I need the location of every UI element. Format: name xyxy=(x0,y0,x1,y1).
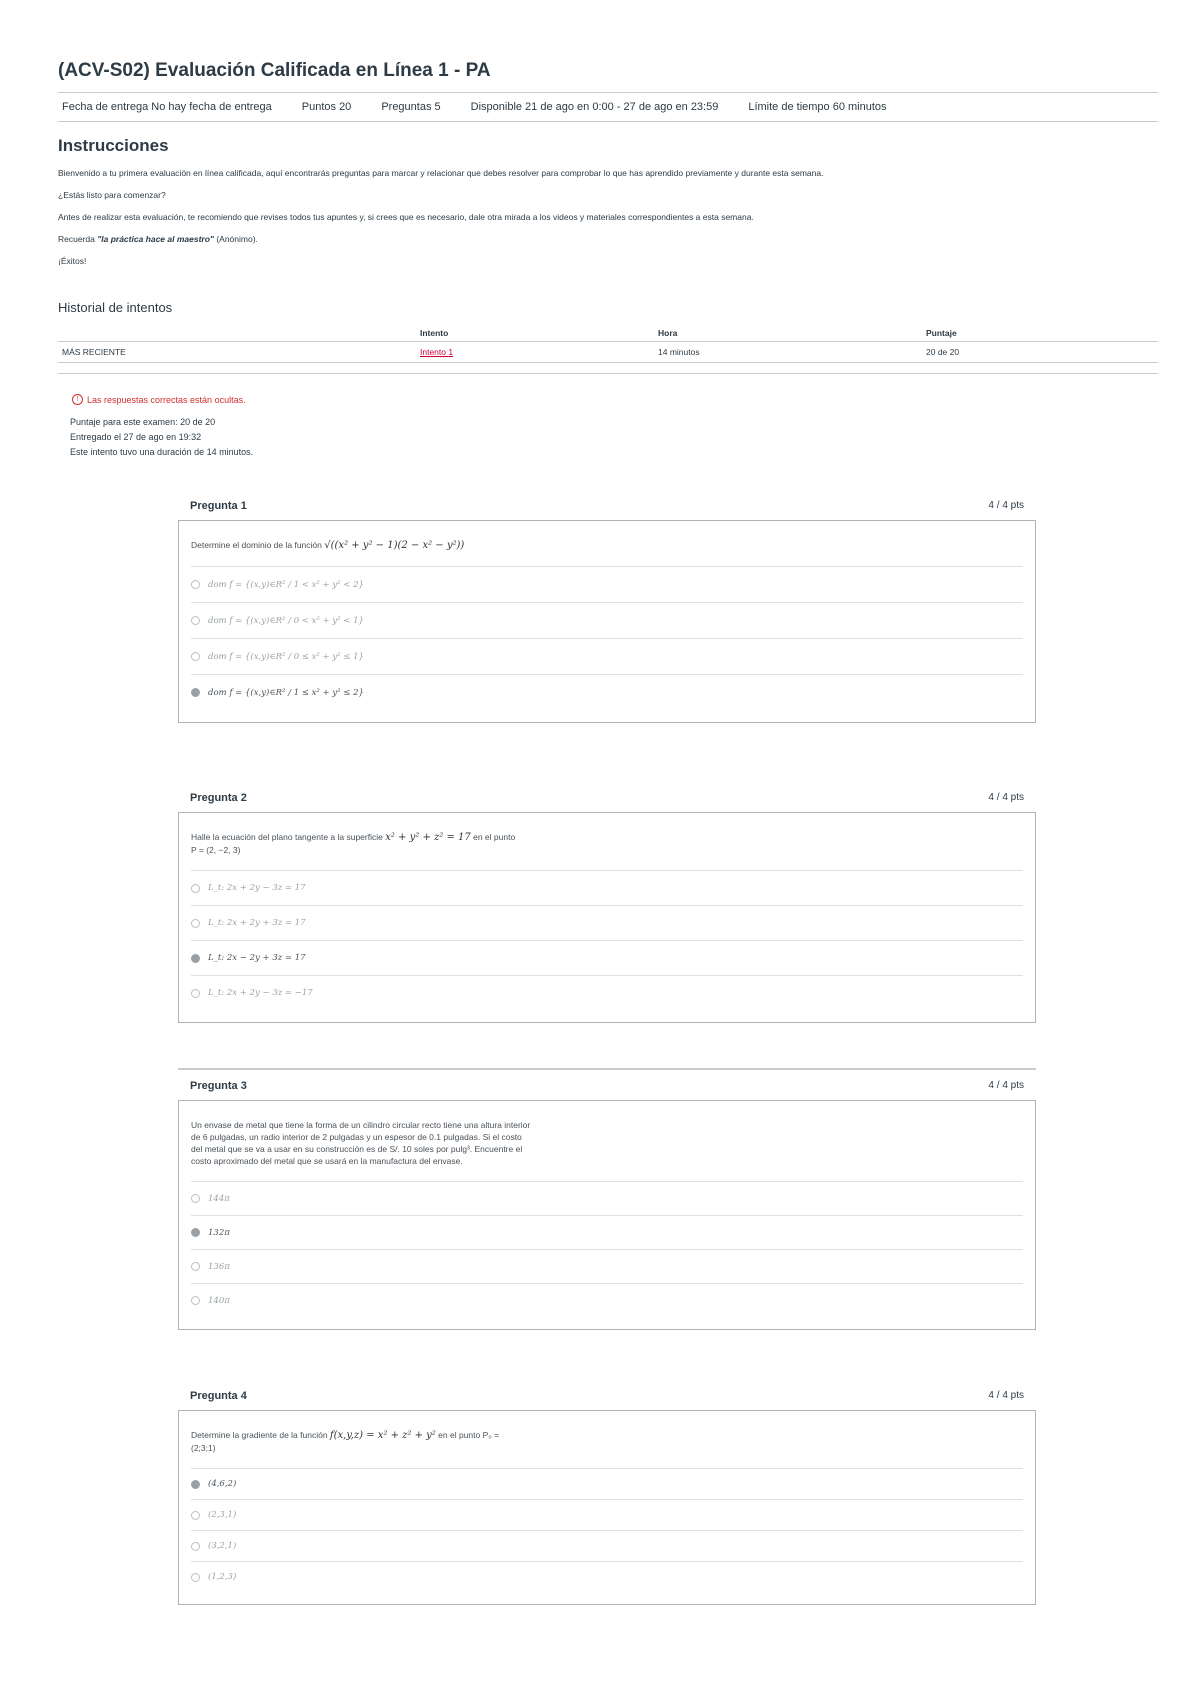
option-text: L_t: 2x + 2y + 3z = 17 xyxy=(208,918,306,928)
instructions-body xyxy=(58,168,1158,266)
instruction-p4 xyxy=(58,234,1158,244)
question-3 xyxy=(178,1068,1036,1330)
option-text: dom f = {(x,y)∈R² / 1 ≤ x² + y² ≤ 2} xyxy=(208,687,364,698)
option-text: 144π xyxy=(208,1193,230,1204)
option-text: (3,2,1) xyxy=(208,1541,237,1551)
option-text: 132π xyxy=(208,1227,230,1238)
answer-option-1[interactable] xyxy=(191,870,1023,905)
question-body xyxy=(178,1410,1036,1605)
question-text: Un envase de metal que tiene la forma de un cilindro circular recto tiene una altura interior de 6 pulgadas, un radio interior de 2 pulgadas y un espesor de 0.1 pulgadas. Si el costo del metal que se va a usar en su construcción es de S/. 10 soles por pulg³. Encuentre el costo aproximado del metal que se usará en la manufactura del envase. xyxy=(191,1120,531,1166)
question-points: 4 / 4 pts xyxy=(988,792,1024,803)
option-text: (1,2,3) xyxy=(208,1572,237,1582)
quiz-meta xyxy=(58,93,1158,121)
radio-selected-icon[interactable] xyxy=(191,1480,200,1489)
col-blank xyxy=(58,325,416,342)
answer-option-3[interactable] xyxy=(191,1249,1023,1283)
radio-icon[interactable] xyxy=(191,884,200,893)
answer-option-4[interactable] xyxy=(191,975,1023,1010)
hidden-answers-note xyxy=(72,394,1158,405)
question-formula: √((x² + y² − 1)(2 − x² − y²)) xyxy=(324,540,465,551)
instruction-p4-prefix: Recuerda xyxy=(58,234,98,244)
answer-option-4[interactable] xyxy=(191,1283,1023,1317)
answer-option-1-selected[interactable] xyxy=(191,1468,1023,1499)
question-text-main: Determine el dominio de la función xyxy=(191,540,325,550)
meta-questions: Preguntas 5 xyxy=(381,101,441,113)
col-score: Puntaje xyxy=(922,325,1158,342)
col-time: Hora xyxy=(654,325,922,342)
instruction-quote: "la práctica hace al maestro" xyxy=(97,234,214,244)
instruction-p4-suffix: (Anónimo). xyxy=(213,234,258,244)
meta-available: Disponible 21 de ago en 0:00 - 27 de ago en 23:59 xyxy=(470,101,719,113)
option-text: L_t: 2x − 2y + 3z = 17 xyxy=(208,953,306,963)
page-content xyxy=(58,60,1158,460)
question-body xyxy=(178,1100,1036,1330)
table-row xyxy=(58,342,1158,363)
option-text: dom f = {(x,y)∈R² / 0 ≤ x² + y² ≤ 1} xyxy=(208,651,364,662)
question-header xyxy=(178,1080,1036,1100)
question-1 xyxy=(178,500,1036,723)
answer-option-2[interactable] xyxy=(191,602,1023,638)
answer-option-4-selected[interactable] xyxy=(191,674,1023,710)
radio-icon[interactable] xyxy=(191,919,200,928)
question-header xyxy=(178,792,1036,812)
question-title: Pregunta 4 xyxy=(190,1390,247,1402)
option-text: 140π xyxy=(208,1295,230,1306)
radio-icon[interactable] xyxy=(191,652,200,661)
question-text xyxy=(191,1425,521,1468)
option-text: L_t: 2x + 2y − 3z = −17 xyxy=(208,988,313,998)
summary-duration: Este intento tuvo una duración de 14 minutos. xyxy=(70,447,254,457)
option-text: (2,3,1) xyxy=(208,1510,237,1520)
question-formula: x² + y² + z² = 17 xyxy=(385,832,471,843)
question-text-main: Determine la gradiente de la función xyxy=(191,1430,330,1440)
radio-selected-icon[interactable] xyxy=(191,688,200,697)
question-body xyxy=(178,812,1036,1023)
instructions-heading: Instrucciones xyxy=(58,136,169,155)
answer-option-3[interactable] xyxy=(191,638,1023,674)
question-title: Pregunta 3 xyxy=(190,1080,247,1092)
question-points: 4 / 4 pts xyxy=(988,1390,1024,1401)
meta-due: Fecha de entrega No hay fecha de entrega xyxy=(62,101,272,113)
question-text-tail: en el punto P = (2, −2, 3) xyxy=(191,832,516,855)
radio-icon[interactable] xyxy=(191,1573,200,1582)
answer-option-2-selected[interactable] xyxy=(191,1215,1023,1249)
question-body xyxy=(178,520,1036,723)
question-header xyxy=(178,500,1036,520)
attempt-history-table xyxy=(58,325,1158,363)
radio-icon[interactable] xyxy=(191,1194,200,1203)
summary-score: Puntaje para este examen: 20 de 20 xyxy=(70,417,216,427)
info-icon: ! xyxy=(72,394,83,405)
attempt-link[interactable]: Intento 1 xyxy=(420,347,454,357)
instruction-p1: Bienvenido a tu primera evaluación en línea calificada, aquí encontrarás preguntas para marcar y relacionar que debes resolver para comprobar lo que has aprendido previamente y durante esta semana. xyxy=(58,168,824,178)
row-score: 20 de 20 xyxy=(922,342,1158,363)
instruction-p5: ¡Éxitos! xyxy=(58,256,87,266)
option-text: dom f = {(x,y)∈R² / 0 < x² + y² < 1} xyxy=(208,615,364,626)
question-text-tail: en el punto P₀ = (2;3;1) xyxy=(191,1430,500,1453)
score-summary xyxy=(70,415,1158,460)
radio-icon[interactable] xyxy=(191,616,200,625)
meta-time-limit: Límite de tiempo 60 minutos xyxy=(748,101,887,113)
instruction-p3: Antes de realizar esta evaluación, te recomiendo que revises todos tus apuntes y, si crees que es necesario, dale otra mirada a los videos y materiales correspondientes a esta semana. xyxy=(58,212,754,222)
radio-icon[interactable] xyxy=(191,1296,200,1305)
answer-option-3-selected[interactable] xyxy=(191,940,1023,975)
answer-option-2[interactable] xyxy=(191,905,1023,940)
table-header-row xyxy=(58,325,1158,342)
question-4 xyxy=(178,1390,1036,1605)
option-text: 136π xyxy=(208,1261,230,1272)
hidden-answers-text: Las respuestas correctas están ocultas. xyxy=(87,394,246,405)
question-title: Pregunta 2 xyxy=(190,792,247,804)
question-points: 4 / 4 pts xyxy=(988,1080,1024,1091)
answer-option-3[interactable] xyxy=(191,1530,1023,1561)
history-heading: Historial de intentos xyxy=(58,300,173,315)
radio-icon[interactable] xyxy=(191,580,200,589)
instruction-p2: ¿Estás listo para comenzar? xyxy=(58,190,166,200)
col-attempt: Intento xyxy=(416,325,654,342)
option-text: L_t: 2x + 2y − 3z = 17 xyxy=(208,883,306,893)
question-text-main: Halle la ecuación del plano tangente a la superficie xyxy=(191,832,386,842)
row-label: MÁS RECIENTE xyxy=(58,342,416,363)
meta-points: Puntos 20 xyxy=(301,101,352,113)
answer-option-1[interactable] xyxy=(191,1181,1023,1215)
radio-icon[interactable] xyxy=(191,1262,200,1271)
answer-option-4[interactable] xyxy=(191,1561,1023,1592)
question-formula: f(x,y,z) = x² + z² + y² xyxy=(329,1430,436,1441)
question-2 xyxy=(178,792,1036,1023)
radio-selected-icon[interactable] xyxy=(191,954,200,963)
radio-icon[interactable] xyxy=(191,1511,200,1520)
row-time: 14 minutos xyxy=(654,342,922,363)
summary-submitted: Entregado el 27 de ago en 19:32 xyxy=(70,432,202,442)
question-title: Pregunta 1 xyxy=(190,500,247,512)
radio-icon[interactable] xyxy=(191,1542,200,1551)
radio-selected-icon[interactable] xyxy=(191,1228,200,1237)
answer-option-1[interactable] xyxy=(191,566,1023,602)
question-points: 4 / 4 pts xyxy=(988,500,1024,511)
radio-icon[interactable] xyxy=(191,989,200,998)
answer-option-2[interactable] xyxy=(191,1499,1023,1530)
option-text: dom f = {(x,y)∈R² / 1 < x² + y² < 2} xyxy=(208,579,364,590)
option-text: (4,6,2) xyxy=(208,1479,237,1489)
question-text xyxy=(191,827,521,870)
page-title: (ACV-S02) Evaluación Calificada en Línea 1 - PA xyxy=(58,60,491,81)
question-text xyxy=(191,535,1023,566)
question-header xyxy=(178,1390,1036,1410)
